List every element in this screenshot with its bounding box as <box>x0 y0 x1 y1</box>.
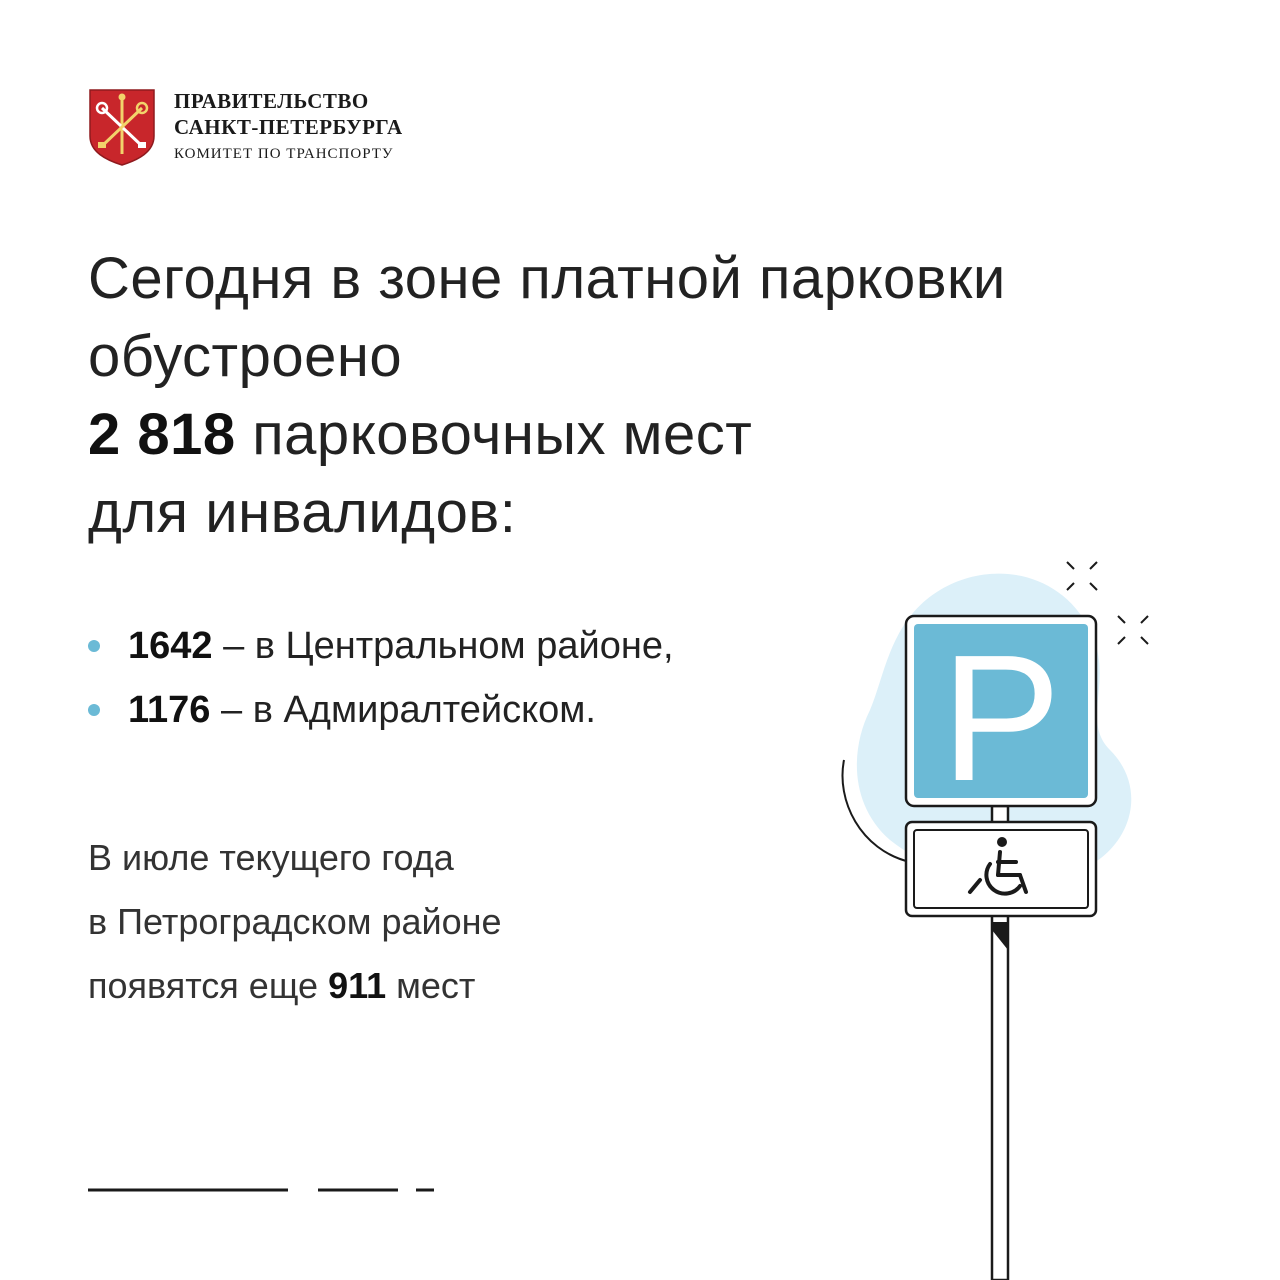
list-item <box>88 678 674 742</box>
district-count: 1642 <box>128 625 213 667</box>
future-note <box>88 826 502 1018</box>
future-spaces-number: 911 <box>328 965 387 1006</box>
bullet-dot <box>88 704 100 716</box>
spb-coat-of-arms-icon <box>88 88 156 166</box>
org-line-1: ПРАВИТЕЛЬСТВО <box>174 89 369 113</box>
parking-p-letter: P <box>940 618 1062 819</box>
decorative-lines <box>88 1187 448 1193</box>
org-name <box>174 88 403 164</box>
headline-line-3-text: парковочных мест <box>235 402 753 467</box>
district-count: 1176 <box>128 689 211 731</box>
headline-line-2: обустроено <box>88 324 403 389</box>
note-line-1: В июле текущего года <box>88 837 454 878</box>
headline-line-1: Сегодня в зоне платной парковки <box>88 246 1006 311</box>
list-item <box>88 614 674 678</box>
headline-line-4: для инвалидов: <box>88 480 517 545</box>
parking-sign-illustration <box>830 550 1170 1280</box>
headline-line-3 <box>88 396 1006 474</box>
note-line-3-pre: появятся еще <box>88 965 329 1006</box>
district-list <box>88 614 674 742</box>
note-line-3 <box>88 954 502 1018</box>
bullet-dot <box>88 640 100 652</box>
district-text: – в Адмиралтейском. <box>210 689 596 731</box>
headline <box>88 240 1006 552</box>
org-line-2: САНКТ-ПЕТЕРБУРГА <box>174 115 403 139</box>
district-text: – в Центральном районе, <box>212 625 674 667</box>
total-spaces-number: 2 818 <box>88 402 236 467</box>
header-logo <box>88 88 403 166</box>
note-line-2: в Петроградском районе <box>88 901 502 942</box>
note-line-3-post: мест <box>386 965 476 1006</box>
org-line-3: КОМИТЕТ ПО ТРАНСПОРТУ <box>174 146 394 162</box>
